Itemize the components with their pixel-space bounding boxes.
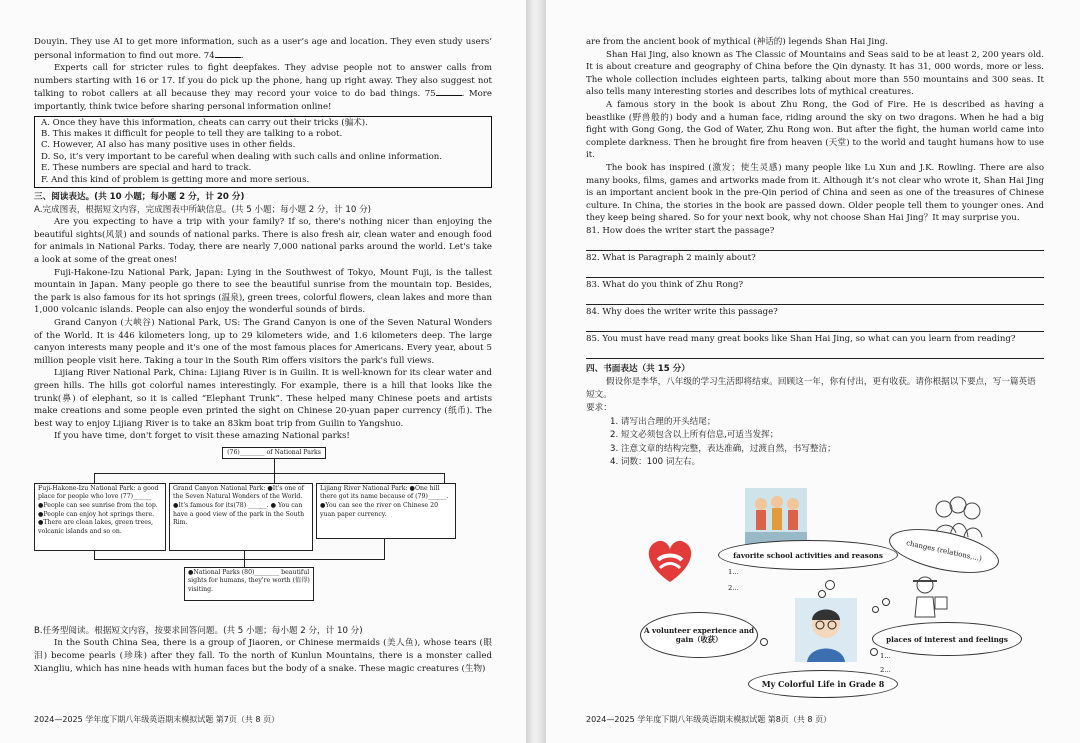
reading-a-p5: If you have time, don't forget to visit these amazing National parks! bbox=[54, 431, 350, 442]
section-4-title: 四、书面表达（共 15 分） bbox=[586, 363, 690, 374]
diagram-lijiang-box[interactable]: Lijiang River National Park: ●One hill there got its name because of (79)______. ●You can see the river on Chinese 20 yuan paper currency. bbox=[316, 483, 456, 539]
note-3: 1... bbox=[880, 652, 891, 660]
bubble-school-activities: favorite school activities and reasons bbox=[718, 540, 898, 570]
reading-b-p3: A famous story in the book is about Zhu Rong, the God of Fire. He is described as having a beastlike (野兽般的) body and a human face, riding around the sky on two dragons. When he had a big fight with Gong Gong, the God of Water, Zhu Rong won. But after the fight, the human world came into complete darkness. Then he brought fire from heaven (天堂) to the world and taught humans how to use it. bbox=[586, 99, 1044, 161]
note-4: 2... bbox=[880, 666, 891, 674]
requirement: 2. 短文必须包含以上所有信息,可适当发挥； bbox=[610, 430, 779, 441]
page-7-footer: 2024—2025 学年度下期八年级英语期末模拟试题 第7页（共 8 页） bbox=[34, 715, 280, 724]
parks-diagram bbox=[34, 445, 492, 625]
traveler-icon bbox=[905, 573, 951, 623]
option: C. However, AI also has many positive uses in other fields. bbox=[41, 140, 296, 151]
question-83: 83. What do you think of Zhu Rong? bbox=[586, 279, 744, 290]
passage-p2: Experts call for stricter rules to fight deepfakes. They advise people not to answer calls from numbers starting with 16 or 17. If you do pick up the phone, hang up right away. They also suggest not talking to robot callers at all because they may record your voice to do bad things. 75 . More importantly, think twice before sharing personal information online! bbox=[34, 63, 492, 112]
blank-74[interactable] bbox=[215, 49, 241, 58]
answer-line-81[interactable] bbox=[586, 238, 1044, 251]
question-85: 85. You must have read many great books like Shan Hai Jing, so what can you learn from reading? bbox=[586, 333, 1016, 344]
diagram-canyon-box[interactable]: Grand Canyon National Park: ●It's one of the Seven Natural Wonders of the World. ●It's famous for its(78) ______. ● You can have a good view of the park in the South Rim. bbox=[169, 483, 313, 551]
answer-line-83[interactable] bbox=[586, 292, 1044, 305]
section-b-title: B.任务型阅读。根据短文内容，按要求回答问题。(共 5 小题；每小题 2 分，计 10 分) bbox=[34, 625, 363, 636]
page-7 bbox=[0, 0, 526, 743]
answer-line-82[interactable] bbox=[586, 265, 1044, 278]
bubble-places: places of interest and feelings bbox=[872, 622, 1022, 656]
students-dancing-icon bbox=[745, 488, 807, 544]
requirements-title: 要求： bbox=[586, 403, 612, 414]
reading-b-p2: Shan Hai Jing, also known as The Classic of Mountains and Seas said to be at least 2, 200 years old. It is about creature and geography of China before the Qin dynasty. It has 31, 000 words, more or less. The whole collection includes eighteen parts, talking about more than 550 mountains and 300 seas. It also tells many interesting stories and describes lots of mythical creatures. bbox=[586, 49, 1044, 98]
section-3-title: 三、阅读表达。(共 10 小题；每小题 2 分，计 20 分) bbox=[34, 192, 245, 202]
page-8-footer: 2024—2025 学年度下期八年级英语期末模拟试题 第8页（共 8 页） bbox=[586, 715, 832, 724]
diagram-top-box[interactable]: (76)________ of National Parks bbox=[222, 447, 326, 460]
reading-a-p2: Fuji-Hakone-Izu National Park, Japan: Lying in the Southwest of Tokyo, Mount Fuji, is the tallest mountain in Japan. Many people go there to see the beautiful sunrise from the mountain top. Besides, the park is also famous for its hot springs (温泉), green trees, colorful flowers, clean lakes and more than 1,000 volcanic islands. People can also enjoy the wonderful sounds of birds. bbox=[34, 267, 492, 316]
student-avatar-icon bbox=[795, 598, 857, 662]
mind-map bbox=[640, 488, 1030, 703]
requirement: 4. 词数：100 词左右。 bbox=[610, 456, 701, 467]
reading-a-p4: Lijiang River National Park, China: Lijiang River is in Guilin. It is well-known for its clear water and green hills. The hills got colorful names interestingly. For example, there is a hill that looks like the trunk(鼻) of elephant, so it is called “Elephant Trunk”. These helped many Chinese poets and artists make creations and some people even printed the sight on Chinese 20-yuan paper currency (纸币). The best way to enjoy Lijiang River is to take an 83km boat trip from Guilin to Yangshuo. bbox=[34, 368, 492, 429]
writing-prompt: 假设你是李华，八年级的学习生活即将结束。回顾这一年，你有付出，更有收获。请你根据以下要点，写一篇英语短文。 bbox=[586, 376, 1036, 400]
question-84: 84. Why does the writer write this passage? bbox=[586, 306, 778, 317]
reading-a-p1: Are you expecting to have a trip with your family? If so, there's nothing nicer than enjoying the beautiful sights(风景) and sounds of national parks. There is also fresh air, clean water and enough food for animals in National Parks. Today, there are nearly 7,000 national parks around the world. Let's take a look at some of the great ones! bbox=[34, 217, 492, 265]
diagram-bottom-box[interactable]: ●National Parks (80)________ beautiful sights for humans, they're worth (值得) visiting. bbox=[184, 567, 314, 601]
bubble-changes: changes (relations,...) bbox=[885, 521, 1002, 581]
options-box bbox=[34, 116, 492, 188]
option: D. So, it’s very important to be careful when dealing with such calls and online information. bbox=[41, 151, 443, 162]
option: B. This makes it difficult for people to tell they are talking to a robot. bbox=[41, 128, 343, 139]
requirement: 1. 请写出合理的开头结尾； bbox=[610, 416, 716, 427]
reading-b-p1-cont: are from the ancient book of mythical (神话的) legends Shan Hai Jing. bbox=[586, 37, 888, 47]
section-a-title: A.完成图表，根据短文内容，完成图表中所缺信息。(共 5 小题；每小题 2 分，计 10 分) bbox=[34, 204, 372, 215]
reading-b-p1: In the South China Sea, there is a group of Jiaoren, or Chinese mermaids (美人鱼), whose tears (眼泪) become pearls (珍珠) after they fall. To the north of Kunlun Mountains, there is a monster called Xiangliu, which has nine heads with human faces but the body of a snake. These magic creatures (生物) bbox=[34, 638, 492, 674]
option: A. Once they have this information, cheats can carry out their tricks (骗术). bbox=[41, 117, 368, 128]
answer-line-85[interactable] bbox=[586, 346, 1044, 359]
reading-a-p3: Grand Canyon (大峡谷) National Park, US: The Grand Canyon is one of the Seven Natural Wonders of the World. It is 446 kilometers long, up to 29 kilometers wide, and 1.6 kilometers deep. The large canyon interests many people and it's one of the most famous places for Americans. Every year, about 5 million people visit here. Taking a tour in the South Rim offers visitors the park's full views. bbox=[34, 317, 492, 366]
note-1: 1... bbox=[728, 568, 739, 576]
passage-p1: Douyin. They use AI to get more information, such as a user’s age and location. They even study users’ personal information to find out more. 74 . bbox=[34, 37, 492, 61]
blank-75[interactable] bbox=[436, 87, 462, 96]
page-gutter bbox=[526, 0, 546, 743]
option: E. These numbers are special and hard to track. bbox=[41, 163, 252, 174]
reading-b-p4: The book has inspired (激发；使生灵感) many people like Lu Xun and J.K. Rowling. There are also many books, films, games and artworks made from it. Although it’s not clear who wrote it, Shan Hai Jing is an important ancient book in the pre-Qin period of China and seen as one of the treasures of Chinese culture. In China, the stories in the book are passed down. Older people tell them to younger ones. And they keep being shared. So for your next book, why not choose Shan Hai Jing？It may surprise you. bbox=[586, 162, 1044, 224]
center-bubble-title: My Colorful Life in Grade 8 bbox=[748, 670, 898, 698]
question-82: 82. What is Paragraph 2 mainly about? bbox=[586, 252, 756, 263]
answer-line-84[interactable] bbox=[586, 319, 1044, 332]
bubble-volunteer: A volunteer experience and gain（收获） bbox=[640, 612, 758, 658]
diagram-fuji-box[interactable]: Fuji-Hakone-Izu National Park: a good place for people who love (77)______ ●People can see sunrise from the top. ●People can enjoy hot springs there. ●There are clean lakes, green trees, volcanic islands and so on. bbox=[34, 483, 166, 551]
option: F. And this kind of problem is getting more and more serious. bbox=[41, 174, 310, 185]
requirement: 3. 注意文章的结构完整，表达准确，过渡自然，书写整洁； bbox=[610, 443, 836, 454]
heart-hands-icon bbox=[640, 530, 700, 592]
question-81: 81. How does the writer start the passage? bbox=[586, 225, 775, 236]
note-2: 2... bbox=[728, 584, 739, 592]
